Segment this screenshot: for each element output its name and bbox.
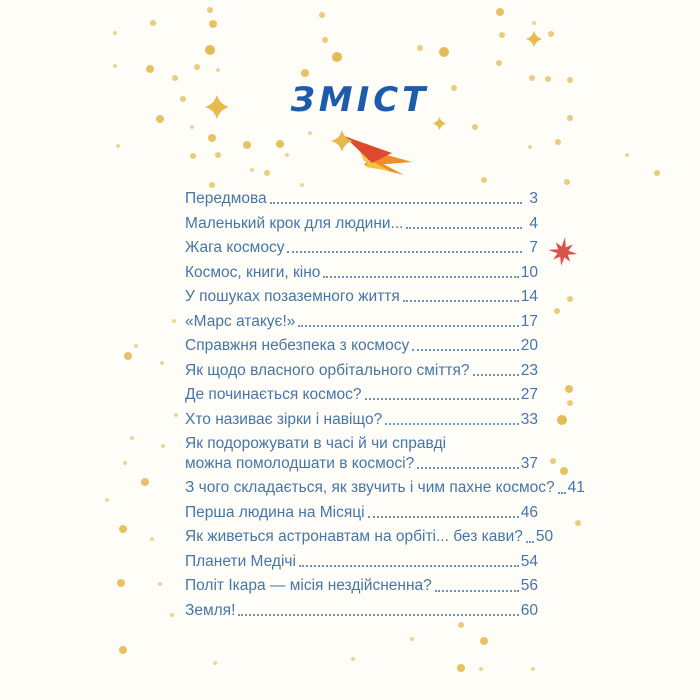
star-dot [499, 32, 505, 38]
dotted-leader [473, 374, 519, 376]
star-dot [567, 400, 573, 406]
toc-entry [185, 338, 538, 354]
star-dot [160, 361, 164, 365]
dotted-leader [435, 590, 519, 592]
star-dot [243, 141, 251, 149]
star-dot [250, 168, 254, 172]
toc-entry-page-number: 10 [520, 263, 538, 281]
dotted-leader [403, 300, 519, 302]
toc-entry [185, 363, 538, 379]
toc-entry-label: Маленький крок для людини... [185, 214, 404, 232]
star-dot [322, 37, 328, 43]
star-dot [496, 8, 504, 16]
star-dot [208, 134, 216, 142]
toc-entry-label: Космос, книги, кіно [185, 263, 321, 281]
dotted-leader [412, 349, 519, 351]
dotted-leader [298, 325, 518, 327]
star-dot [174, 413, 178, 417]
star-dot [496, 60, 502, 66]
dotted-leader [417, 467, 519, 469]
dotted-leader [299, 565, 519, 567]
star-dot [209, 182, 215, 188]
star-dot [194, 64, 200, 70]
star-dot [158, 582, 162, 586]
star-dot [564, 179, 570, 185]
dotted-leader [558, 492, 566, 494]
red-burst-star-icon [548, 237, 578, 267]
star-dot [207, 7, 213, 13]
toc-entry [185, 216, 538, 232]
star-dot [264, 170, 270, 176]
star-dot [113, 31, 117, 35]
toc-entry [185, 528, 554, 546]
toc-entry [185, 554, 538, 570]
star-dot [134, 344, 138, 348]
dotted-leader [385, 423, 519, 425]
dotted-leader [323, 276, 518, 278]
toc-entry-label: Як подорожувати в часі й чи справді [185, 435, 447, 452]
star-dot [216, 68, 220, 72]
star-dot [150, 20, 156, 26]
star-dot [557, 415, 567, 425]
star-dot [567, 296, 573, 302]
toc-entry-label: Хто називає зірки і навіщо? [185, 410, 383, 428]
comet-head-star [331, 130, 353, 152]
star-dot [116, 144, 120, 148]
star-dot [190, 125, 194, 129]
star-dot [301, 69, 309, 77]
star-dot [105, 498, 109, 502]
toc-entry [185, 578, 538, 594]
star-dot [124, 352, 132, 360]
star-dot [417, 45, 423, 51]
star-dot [332, 52, 342, 62]
star-dot [554, 308, 560, 314]
toc-entry-label: Справжня небезпека з космосу [185, 337, 410, 354]
star-dot [300, 183, 304, 187]
star-dot [117, 579, 125, 587]
toc-entry [185, 387, 538, 403]
dotted-leader [368, 516, 519, 518]
star-dot [209, 20, 217, 28]
star-dot [319, 12, 325, 18]
toc-entry-label: Де починається космос? [185, 386, 362, 403]
dotted-leader [287, 251, 522, 253]
star-dot [565, 385, 573, 393]
toc-entry-page-number: 14 [520, 288, 538, 305]
dotted-leader [238, 614, 518, 616]
star-dot [161, 444, 165, 448]
toc-entry-page-number: 20 [520, 337, 538, 354]
toc-entry-label: З чого складається, як звучить і чим пахне космос? [185, 479, 555, 497]
toc-entry-page-number: 41 [567, 479, 585, 497]
star-dot [575, 520, 581, 526]
star-dot [472, 124, 478, 130]
dotted-leader [270, 202, 522, 204]
star-dot [457, 664, 465, 672]
toc-entry [185, 436, 538, 472]
toc-entry-page-number: 4 [529, 214, 538, 232]
star-dot [532, 21, 536, 25]
star-dot [146, 65, 154, 73]
toc-entry-label: Земля! [185, 601, 236, 619]
star-dot [141, 478, 149, 486]
toc-entry-label: можна помолодшати в космосі? [185, 454, 415, 472]
star-dot [119, 646, 127, 654]
star-dot [439, 47, 449, 57]
toc-entry-label: Жага космосу [185, 239, 285, 256]
star-dot [170, 613, 174, 617]
star-dot [190, 153, 196, 159]
star-dot [130, 436, 134, 440]
toc-entry-label: Планети Медічі [185, 552, 296, 570]
toc-entry [185, 265, 538, 281]
star-dot [172, 319, 176, 323]
sparkle-star-icon [526, 31, 542, 47]
toc-entry-page-number: 46 [520, 503, 538, 521]
dotted-leader [365, 398, 519, 400]
star-dot [548, 31, 554, 37]
toc-entry [185, 603, 538, 619]
star-dot [481, 177, 487, 183]
star-dot [531, 667, 535, 671]
star-dot [205, 45, 215, 55]
toc-entry [185, 314, 538, 330]
toc-entry-label: У пошуках позаземного життя [185, 288, 400, 305]
toc-entry-label: Передмова [185, 190, 267, 207]
comet-icon [328, 127, 420, 179]
star-dot [479, 667, 483, 671]
toc-entry-label: Перша людина на Місяці [185, 503, 365, 521]
toc-entry-page-number: 37 [520, 454, 538, 472]
toc-entry [185, 412, 538, 428]
star-dot [654, 170, 660, 176]
toc-entry-page-number: 50 [535, 528, 554, 546]
star-dot [351, 657, 355, 661]
star-dot [625, 153, 629, 157]
toc-entry-label: «Марс атакує!» [185, 312, 296, 330]
star-dot [480, 637, 488, 645]
toc-list [185, 190, 585, 627]
toc-entry-page-number: 7 [529, 239, 538, 256]
toc-entry [185, 240, 538, 256]
star-dot [215, 152, 221, 158]
star-dot [285, 153, 289, 157]
star-dot [308, 131, 312, 135]
star-dot [555, 139, 561, 145]
dotted-leader [406, 227, 522, 229]
star-dot [150, 537, 154, 541]
star-dot [276, 140, 284, 148]
page-title: ЗМІСТ [290, 80, 430, 120]
toc-entry-label: Політ Ікара — місія нездійсненна? [185, 577, 432, 595]
toc-entry-page-number: 54 [520, 552, 538, 570]
toc-entry-label: Як щодо власного орбітального сміття? [185, 361, 470, 379]
star-dot [560, 467, 568, 475]
toc-entry-page-number: 3 [529, 190, 538, 207]
toc-entry-page-number: 60 [520, 601, 538, 619]
star-dot [123, 461, 127, 465]
toc-entry [185, 505, 538, 521]
toc-entry-label: Як живеться астронавтам на орбіті... без кави? [185, 528, 523, 546]
toc-entry-page-number: 27 [520, 386, 538, 403]
star-dot [113, 64, 117, 68]
star-dot [119, 525, 127, 533]
dotted-leader [526, 541, 534, 543]
star-dot [410, 637, 414, 641]
toc-entry [185, 191, 538, 207]
toc-entry-page-number: 33 [520, 410, 538, 428]
star-dot [528, 145, 532, 149]
toc-entry-page-number: 56 [520, 577, 538, 595]
toc-entry-page-number: 23 [520, 361, 538, 379]
toc-entry [185, 479, 585, 497]
star-dot [213, 661, 217, 665]
star-dot [550, 458, 556, 464]
toc-entry-page-number: 17 [520, 312, 538, 330]
toc-entry [185, 289, 538, 305]
